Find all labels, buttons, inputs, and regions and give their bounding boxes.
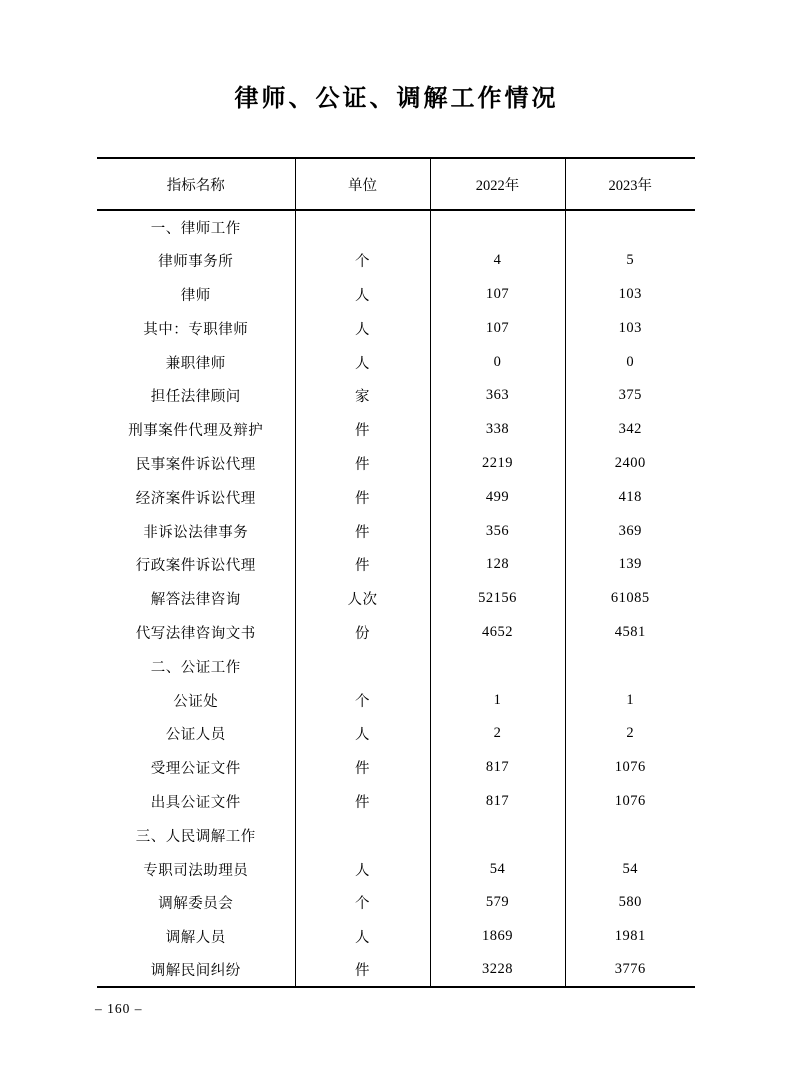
unit-cell: 份 xyxy=(295,616,430,650)
unit-cell: 人 xyxy=(295,278,430,312)
value-2023-cell: 1076 xyxy=(614,792,646,809)
unit-cell: 家 xyxy=(295,379,430,413)
unit-cell: 件 xyxy=(295,480,430,514)
table-row xyxy=(97,683,695,717)
value-2023-cell: 1 xyxy=(626,691,635,708)
unit-cell: 人 xyxy=(295,717,430,751)
value-2023-cell: 103 xyxy=(618,285,642,302)
column-header-2022: 2022年 xyxy=(430,158,565,210)
page-title: 律师、公证、调解工作情况 xyxy=(234,86,559,112)
value-2023-cell: 580 xyxy=(618,894,642,911)
indicator-name-cell: 代写法律咨询文书 xyxy=(97,616,295,650)
table-row xyxy=(97,548,695,582)
table-row xyxy=(97,751,695,785)
table-row xyxy=(97,954,695,988)
value-2022-cell: 338 xyxy=(430,413,565,447)
indicator-name-cell: 一、律师工作 xyxy=(97,210,295,244)
indicator-name-cell: 调解民间纠纷 xyxy=(97,954,295,988)
table-row xyxy=(97,886,695,920)
table-row xyxy=(97,582,695,616)
value-2022-cell: 579 xyxy=(430,886,565,920)
value-2022-cell: 363 xyxy=(430,379,565,413)
indicator-name-cell: 非诉讼法律事务 xyxy=(97,514,295,548)
table-row xyxy=(97,785,695,819)
table-row xyxy=(97,379,695,413)
value-2022-cell xyxy=(430,210,565,244)
page-number: – 160 – xyxy=(95,1001,143,1016)
table-row xyxy=(97,244,695,278)
table-row xyxy=(97,852,695,886)
indicator-name-cell: 担任法律顾问 xyxy=(97,379,295,413)
value-2023-cell: 2 xyxy=(626,725,635,742)
unit-cell: 人 xyxy=(295,345,430,379)
value-2022-cell: 107 xyxy=(430,278,565,312)
unit-cell: 人次 xyxy=(295,582,430,616)
value-2022-cell: 107 xyxy=(430,311,565,345)
value-2022-cell: 54 xyxy=(430,852,565,886)
unit-cell: 件 xyxy=(295,447,430,481)
value-2022-cell: 2219 xyxy=(430,447,565,481)
section-row xyxy=(97,210,695,244)
table-row xyxy=(97,920,695,954)
unit-cell: 件 xyxy=(295,514,430,548)
value-2023-cell: 61085 xyxy=(610,590,650,607)
value-2023-cell: 103 xyxy=(618,319,642,336)
value-2022-cell: 52156 xyxy=(430,582,565,616)
table-row xyxy=(97,345,695,379)
indicator-name-cell: 其中：专职律师 xyxy=(97,311,295,345)
value-2023-cell: 369 xyxy=(618,522,642,539)
section-row xyxy=(97,818,695,852)
table-row xyxy=(97,278,695,312)
value-2022-cell: 817 xyxy=(430,751,565,785)
value-2022-cell: 0 xyxy=(430,345,565,379)
unit-cell: 个 xyxy=(295,683,430,717)
unit-cell: 件 xyxy=(295,785,430,819)
value-2022-cell: 1 xyxy=(430,683,565,717)
value-2022-cell: 356 xyxy=(430,514,565,548)
value-2023-cell: 0 xyxy=(626,353,635,370)
table-body xyxy=(97,210,695,987)
value-2022-cell: 4652 xyxy=(430,616,565,650)
indicator-name-cell: 经济案件诉讼代理 xyxy=(97,480,295,514)
unit-cell xyxy=(295,649,430,683)
table-row xyxy=(97,413,695,447)
table-row xyxy=(97,480,695,514)
value-2022-cell: 128 xyxy=(430,548,565,582)
statistics-table xyxy=(97,157,695,988)
column-header-unit: 单位 xyxy=(295,158,430,210)
unit-cell: 个 xyxy=(295,244,430,278)
value-2023-cell xyxy=(565,818,695,852)
column-header-indicator: 指标名称 xyxy=(97,158,295,210)
value-2023-cell: 375 xyxy=(618,387,642,404)
indicator-name-cell: 刑事案件代理及辩护 xyxy=(97,413,295,447)
table-header xyxy=(97,158,695,210)
value-2023-cell xyxy=(565,649,695,683)
indicator-name-cell: 公证人员 xyxy=(97,717,295,751)
table-row xyxy=(97,514,695,548)
table-row xyxy=(97,447,695,481)
indicator-name-cell: 解答法律咨询 xyxy=(97,582,295,616)
value-2023-cell: 4581 xyxy=(614,623,646,640)
value-2023-cell: 1076 xyxy=(614,759,646,776)
unit-cell xyxy=(295,210,430,244)
value-2022-cell: 3228 xyxy=(430,954,565,988)
indicator-name-cell: 公证处 xyxy=(97,683,295,717)
value-2022-cell: 4 xyxy=(430,244,565,278)
indicator-name-cell: 调解委员会 xyxy=(97,886,295,920)
value-2022-cell: 499 xyxy=(430,480,565,514)
section-row xyxy=(97,649,695,683)
table-row xyxy=(97,717,695,751)
value-2022-cell xyxy=(430,818,565,852)
indicator-name-cell: 二、公证工作 xyxy=(97,649,295,683)
indicator-name-cell: 行政案件诉讼代理 xyxy=(97,548,295,582)
value-2022-cell: 817 xyxy=(430,785,565,819)
column-header-2023: 2023年 xyxy=(565,158,695,210)
indicator-name-cell: 民事案件诉讼代理 xyxy=(97,447,295,481)
indicator-name-cell: 律师 xyxy=(97,278,295,312)
value-2022-cell xyxy=(430,649,565,683)
value-2023-cell: 3776 xyxy=(614,961,646,978)
indicator-name-cell: 出具公证文件 xyxy=(97,785,295,819)
value-2022-cell: 1869 xyxy=(430,920,565,954)
table-row xyxy=(97,311,695,345)
value-2023-cell: 418 xyxy=(618,488,642,505)
header-row xyxy=(97,158,695,210)
value-2023-cell: 139 xyxy=(618,556,642,573)
unit-cell: 人 xyxy=(295,920,430,954)
indicator-name-cell: 受理公证文件 xyxy=(97,751,295,785)
unit-cell xyxy=(295,818,430,852)
table-row xyxy=(97,616,695,650)
indicator-name-cell: 专职司法助理员 xyxy=(97,852,295,886)
value-2023-cell: 342 xyxy=(618,421,642,438)
unit-cell: 件 xyxy=(295,548,430,582)
unit-cell: 人 xyxy=(295,311,430,345)
value-2023-cell: 5 xyxy=(626,252,635,269)
unit-cell: 件 xyxy=(295,954,430,988)
value-2023-cell: 1981 xyxy=(614,928,646,945)
unit-cell: 个 xyxy=(295,886,430,920)
value-2023-cell xyxy=(565,210,695,244)
value-2023-cell: 2400 xyxy=(614,454,646,471)
indicator-name-cell: 调解人员 xyxy=(97,920,295,954)
unit-cell: 件 xyxy=(295,413,430,447)
value-2022-cell: 2 xyxy=(430,717,565,751)
unit-cell: 人 xyxy=(295,852,430,886)
indicator-name-cell: 三、人民调解工作 xyxy=(97,818,295,852)
value-2023-cell: 54 xyxy=(622,860,638,877)
indicator-name-cell: 律师事务所 xyxy=(97,244,295,278)
unit-cell: 件 xyxy=(295,751,430,785)
indicator-name-cell: 兼职律师 xyxy=(97,345,295,379)
